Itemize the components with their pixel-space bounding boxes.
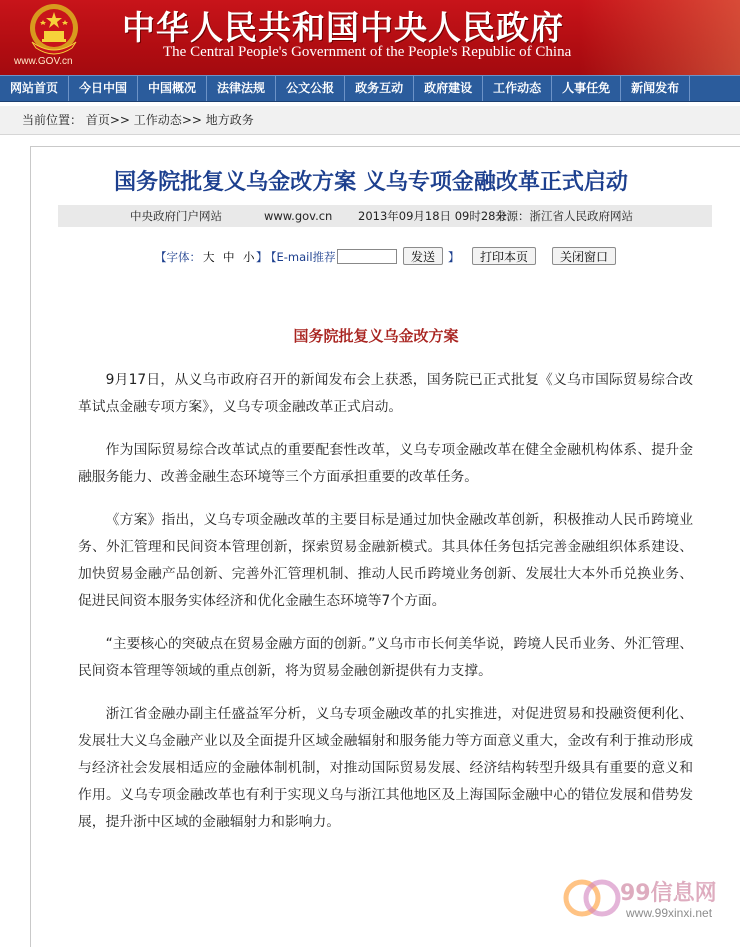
- national-emblem-icon: [26, 2, 82, 56]
- site-header: [0, 0, 740, 75]
- print-button[interactable]: 打印本页: [472, 247, 536, 265]
- meta-datetime: 2013年09月18日 09时28分: [358, 209, 507, 223]
- nav-item-documents[interactable]: 公文公报: [276, 76, 345, 101]
- article-toolbar: [31, 247, 721, 269]
- font-size-close-bracket: 】: [256, 250, 268, 264]
- nav-item-work-news[interactable]: 工作动态: [483, 76, 552, 101]
- article-meta-bar: [58, 205, 712, 227]
- nav-item-china-overview[interactable]: 中国概况: [138, 76, 207, 101]
- nav-item-appointments[interactable]: 人事任免: [552, 76, 621, 101]
- article-paragraph: 作为国际贸易综合改革试点的重要配套性改革，义乌专项金融改革在健全金融机构体系、提升金融服务能力、改善金融生态环境等三个方面承担重要的改革任务。: [78, 442, 693, 485]
- breadcrumb: [0, 106, 740, 135]
- article-paragraph: “主要核心的突破点在贸易金融方面的创新。”义乌市市长何美华说，跨境人民币业务、外汇管理、民间资本管理等领域的重点创新，将为贸易金融创新提供有力支撑。: [78, 636, 693, 679]
- meta-site: www.gov.cn: [264, 209, 333, 223]
- watermark-url: www.99xinxi.net: [626, 906, 713, 920]
- nav-item-today-china[interactable]: 今日中国: [69, 76, 138, 101]
- breadcrumb-separator: >>: [109, 113, 130, 127]
- breadcrumb-local-affairs[interactable]: 地方政务: [205, 113, 254, 127]
- site-title-en: The Central People's Government of the People's Republic of China: [163, 44, 572, 60]
- font-size-small-link[interactable]: 小: [243, 250, 255, 264]
- breadcrumb-work-news[interactable]: 工作动态: [133, 113, 182, 127]
- breadcrumb-separator: >>: [181, 113, 202, 127]
- nav-item-press[interactable]: 新闻发布: [621, 76, 690, 101]
- tiananmen-banner-image: [580, 0, 740, 75]
- email-recommend-label: 【E-mail推荐: [265, 250, 336, 264]
- article-body: [78, 367, 693, 852]
- meta-source: 来源：浙江省人民政府网站: [495, 209, 633, 223]
- site-url: www.GOV.cn: [14, 56, 73, 67]
- font-size-large-link[interactable]: 大: [203, 250, 215, 264]
- breadcrumb-home[interactable]: 首页: [85, 113, 110, 127]
- email-input[interactable]: [337, 249, 397, 264]
- email-close-bracket: 】: [448, 250, 460, 264]
- font-size-medium-link[interactable]: 中: [223, 250, 235, 264]
- article-paragraph: 浙江省金融办副主任盛益军分析，义乌专项金融改革的扎实推进，对促进贸易和投融资便利化、发展壮大义乌金融产业以及全面提升区域金融辐射和服务能力等方面意义重大，金改有利于推动形成与经济社会发展相适应的金融体制机制，对推动国际贸易发展、经济结构转型升级具有重要的意义和作用。义乌专项金融改革也有利于实现义乌与浙江其他地区及上海国际金融中心的错位发展和借势发展，提升浙中区域的金融辐射力和影响力。: [78, 706, 693, 830]
- nav-item-gov-building[interactable]: 政府建设: [414, 76, 483, 101]
- article-title: 国务院批复义乌金改方案 义乌专项金融改革正式启动: [114, 170, 628, 195]
- main-nav: [0, 75, 740, 102]
- meta-publisher: 中央政府门户网站: [130, 209, 222, 223]
- close-window-button[interactable]: 关闭窗口: [552, 247, 616, 265]
- watermark-text: 99信息网: [620, 881, 717, 906]
- nav-item-home[interactable]: 网站首页: [0, 76, 69, 101]
- article-paragraph: 9月17日，从义乌市政府召开的新闻发布会上获悉，国务院已正式批复《义乌市国际贸易综合改革试点金融专项方案》，义乌专项金融改革正式启动。: [78, 372, 693, 415]
- site-title-cn: 中华人民共和国中央人民政府: [122, 8, 564, 47]
- nav-item-interaction[interactable]: 政务互动: [345, 76, 414, 101]
- article-paragraph: 《方案》指出，义乌专项金融改革的主要目标是通过加快金融改革创新，积极推动人民币跨境业务、外汇管理和民间资本管理创新，探索贸易金融新模式。其具体任务包括完善金融组织体系建设、加快贸易金融产品创新、完善外汇管理机制、推动人民币跨境业务创新、发展壮大本外币兑换业务、促进民间资本服务实体经济和优化金融生态环境等7个方面。: [78, 512, 693, 609]
- send-button[interactable]: 发送: [403, 247, 443, 265]
- breadcrumb-label: 当前位置：: [22, 113, 83, 127]
- nav-item-laws[interactable]: 法律法规: [207, 76, 276, 101]
- article-panel: [30, 146, 740, 947]
- font-size-label: 【字体：: [155, 250, 201, 264]
- article-subtitle: 国务院批复义乌金改方案: [293, 327, 459, 345]
